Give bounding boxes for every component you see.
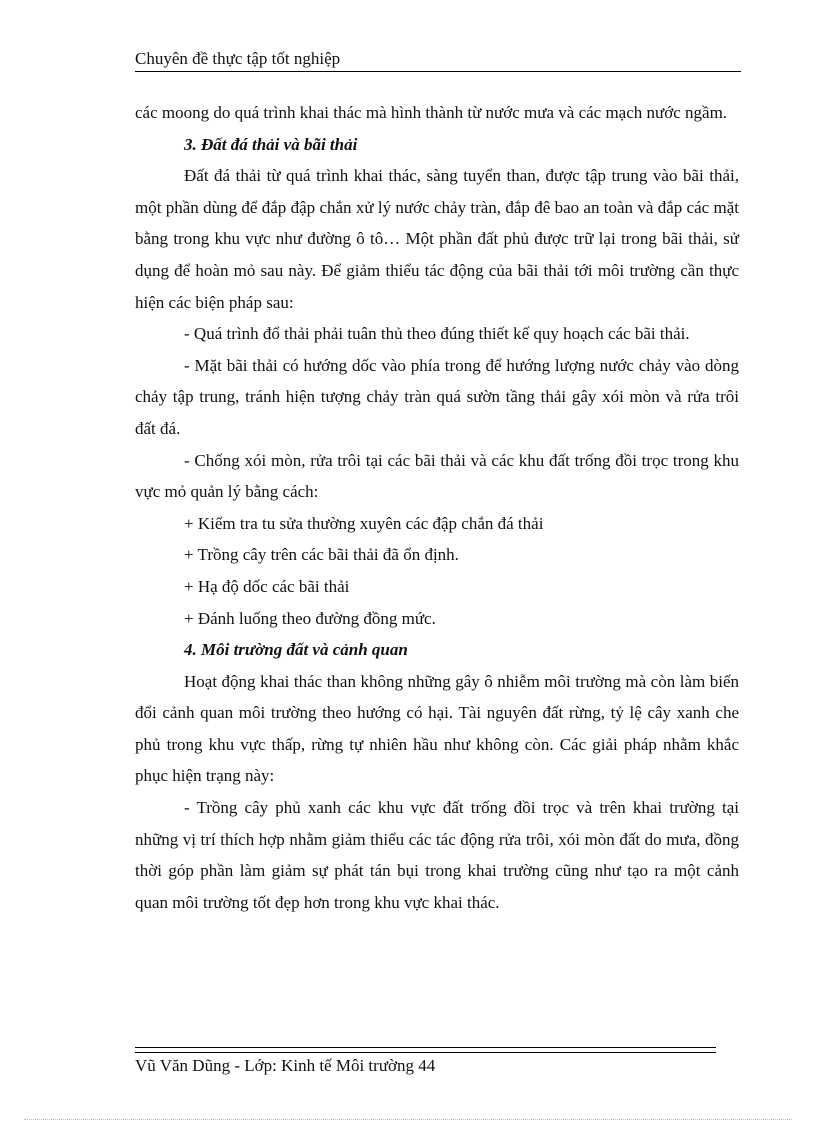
footer-divider bbox=[135, 1047, 716, 1053]
section-heading-4: 4. Môi trường đất và cảnh quan bbox=[184, 640, 408, 660]
list-item-reduce-slope: + Hạ độ dốc các bãi thải bbox=[184, 576, 350, 596]
paragraph-continuation: các moong do quá trình khai thác mà hình thành từ nước mưa và các mạch nước ngầm. bbox=[135, 103, 728, 122]
paragraph-waste-rock: Đất đá thải từ quá trình khai thác, sàng tuyển than, được tập trung vào bãi thải, một phần dùng để đắp đập chắn xử lý nước chảy tràn, đắp đê bao an toàn và đắp các mặt bằng trong khu vực như đường ô tô… Một phần đất phủ được trữ lại trong bãi thải, sử dụng để hoàn mỏ sau này. Để giảm thiểu tác động của bãi thải tới môi trường cần thực hiện các biện pháp sau: bbox=[135, 166, 739, 312]
list-item-plant-trees: + Trồng cây trên các bãi thải đã ổn định. bbox=[184, 545, 459, 565]
list-item-contour-furrows: + Đánh luống theo đường đồng mức. bbox=[184, 608, 436, 628]
paragraph-dump-slope: - Mặt bãi thải có hướng dốc vào phía trong để hướng lượng nước chảy vào dòng chảy tập trung, tránh hiện tượng chảy tràn quá sườn tầng thải gây xói mòn và rửa trôi đất đá. bbox=[135, 355, 739, 438]
list-item-inspect-dams: + Kiểm tra tu sửa thường xuyên các đập chắn đá thải bbox=[184, 513, 544, 533]
paragraph-reforestation: - Trồng cây phủ xanh các khu vực đất trống đồi trọc và trên khai trường tại những vị trí thích hợp nhằm giảm thiểu các tác động rửa trôi, xói mòn đất do mưa, đồng thời góp phần làm giảm sự phát tán bụi trong khai trường cũng như tạo ra một cảnh quan môi trường tốt đẹp hơn trong khu vực khai thác. bbox=[135, 798, 739, 912]
paragraph-landscape: Hoạt động khai thác than không những gây ô nhiễm môi trường mà còn làm biến đổi cảnh quan môi trường theo hướng có hại. Tài nguyên đất rừng, tỷ lệ cây xanh che phủ trong khu vực thấp, rừng tự nhiên hầu như không còn. Các giải pháp nhằm khắc phục hiện trạng này: bbox=[135, 671, 739, 786]
paragraph-dumping-process: - Quá trình đổ thải phải tuân thủ theo đúng thiết kế quy hoạch các bãi thải. bbox=[184, 324, 690, 344]
paragraph-erosion-control: - Chống xói mòn, rửa trôi tại các bãi thải và các khu đất trống đồi trọc trong khu vực mỏ quản lý bằng cách: bbox=[135, 450, 739, 502]
section-heading-3: 3. Đất đá thải và bãi thải bbox=[184, 134, 358, 154]
page-body bbox=[135, 97, 739, 918]
page-header: Chuyên đề thực tập tốt nghiệp bbox=[135, 48, 741, 72]
page-footer: Vũ Văn Dũng - Lớp: Kinh tế Môi trường 44 bbox=[135, 1056, 436, 1075]
page-bottom-edge bbox=[24, 1119, 792, 1120]
